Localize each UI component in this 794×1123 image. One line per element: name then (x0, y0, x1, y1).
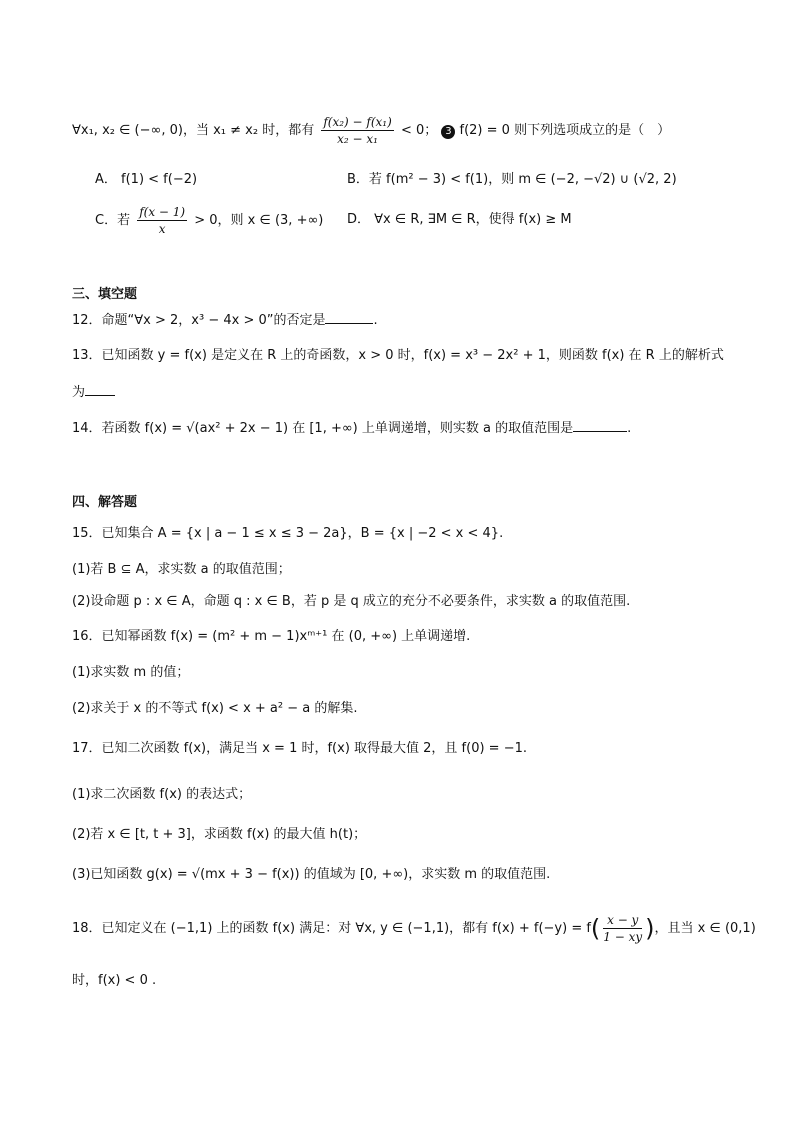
q11-option-c-denominator: x (158, 222, 166, 236)
q11-text-2: < 0； (400, 123, 438, 138)
q11-option-b: B．若 f(m² − 3) < f(1)，则 m ∈ (−2, −√2) ∪ (√2, 2) (347, 172, 677, 187)
circled-number-3: 3 (441, 125, 455, 139)
q15-part-1: (1)若 B ⊆ A，求实数 a 的取值范围； (72, 562, 291, 577)
q11-text-1: ∀x₁, x₂ ∈ (−∞, 0)，当 x₁ ≠ x₂ 时，都有 (72, 123, 315, 138)
left-paren: ( (590, 914, 601, 943)
q11-fraction-numerator: f(x₂) − f(x₁) (323, 115, 392, 129)
q12-text: 12．命题“∀x > 2，x³ − 4x > 0”的否定是 (72, 313, 326, 328)
q17-statement: 17．已知二次函数 f(x)，满足当 x = 1 时，f(x) 取得最大值 2，且 f(0) = −1. (72, 741, 528, 756)
q11-option-c-suffix: > 0，则 x ∈ (3, +∞) (194, 213, 324, 228)
q11-option-c-fraction (137, 204, 187, 237)
q18-fraction-denominator: 1 − xy (603, 930, 643, 944)
q15-statement: 15．已知集合 A = {x | a − 1 ≤ x ≤ 3 − 2a}，B = {x | −2 < x < 4}. (72, 526, 504, 541)
q14-text: 14．若函数 f(x) = √(ax² + 2x − 1) 在 [1, +∞) 上单调递增，则实数 a 的取值范围是 (72, 421, 574, 436)
q18-line-2: 时，f(x) < 0 . (72, 973, 157, 988)
section-heading-solutions: 四、解答题 (72, 495, 138, 510)
q18-fraction (603, 912, 642, 945)
q16-part-2: (2)求关于 x 的不等式 f(x) < x + a² − a 的解集. (72, 701, 358, 716)
q12-answer-blank (325, 323, 373, 324)
q14-line: 14．若函数 f(x) = √(ax² + 2x − 1) 在 [1, +∞) 上单调递增，则实数 a 的取值范围是 . (72, 421, 632, 436)
q16-part-1: (1)求实数 m 的值； (72, 665, 190, 680)
q13-line-2 (72, 384, 115, 402)
q18-text-2: ，且当 x ∈ (0,1) (654, 921, 756, 936)
q16-statement: 16．已知幂函数 f(x) = (m² + m − 1)xᵐ⁺¹ 在 (0, +∞) 上单调递增. (72, 629, 471, 644)
q17-part-3: (3)已知函数 g(x) = √(mx + 3 − f(x)) 的值域为 [0, +∞)，求实数 m 的取值范围. (72, 867, 551, 882)
q17-part-1: (1)求二次函数 f(x) 的表达式； (72, 787, 252, 802)
q11-condition-line (72, 114, 670, 147)
q13-answer-blank (85, 395, 115, 396)
q18-text-1: 18．已知定义在 (−1,1) 上的函数 f(x) 满足：对 ∀x, y ∈ (−1,1)，都有 f(x) + f(−y) = f (72, 921, 591, 936)
q14-answer-blank (573, 431, 627, 432)
q11-fraction (321, 114, 393, 147)
section-heading-fill-in: 三、填空题 (72, 287, 138, 302)
q11-option-c (95, 204, 323, 237)
q11-option-c-prefix: C．若 (95, 213, 131, 228)
right-paren: ) (645, 914, 655, 943)
q18-line-1 (72, 912, 756, 945)
q18-fraction-numerator: x − y (603, 912, 642, 929)
q11-option-d: D． ∀x ∈ R, ∃M ∈ R，使得 f(x) ≥ M (347, 212, 572, 227)
q13-line-1: 13．已知函数 y = f(x) 是定义在 R 上的奇函数，x > 0 时，f(x) = x³ − 2x² + 1，则函数 f(x) 在 R 上的解析式 (72, 348, 724, 363)
q11-option-a: A． f(1) < f(−2) (95, 172, 198, 187)
q11-text-3: f(2) = 0 则下列选项成立的是（ ） (459, 123, 671, 138)
q17-part-2: (2)若 x ∈ [t, t + 3]，求函数 f(x) 的最大值 h(t)； (72, 827, 367, 842)
q15-part-2: (2)设命题 p : x ∈ A，命题 q : x ∈ B，若 p 是 q 成立的充分不必要条件，求实数 a 的取值范围. (72, 594, 631, 609)
q13-text-2: 为 (72, 385, 86, 400)
q12-line: 12．命题“∀x > 2，x³ − 4x > 0”的否定是 . (72, 313, 378, 328)
q11-option-c-numerator: f(x − 1) (139, 205, 186, 219)
q11-fraction-denominator: x₂ − x₁ (337, 132, 378, 146)
